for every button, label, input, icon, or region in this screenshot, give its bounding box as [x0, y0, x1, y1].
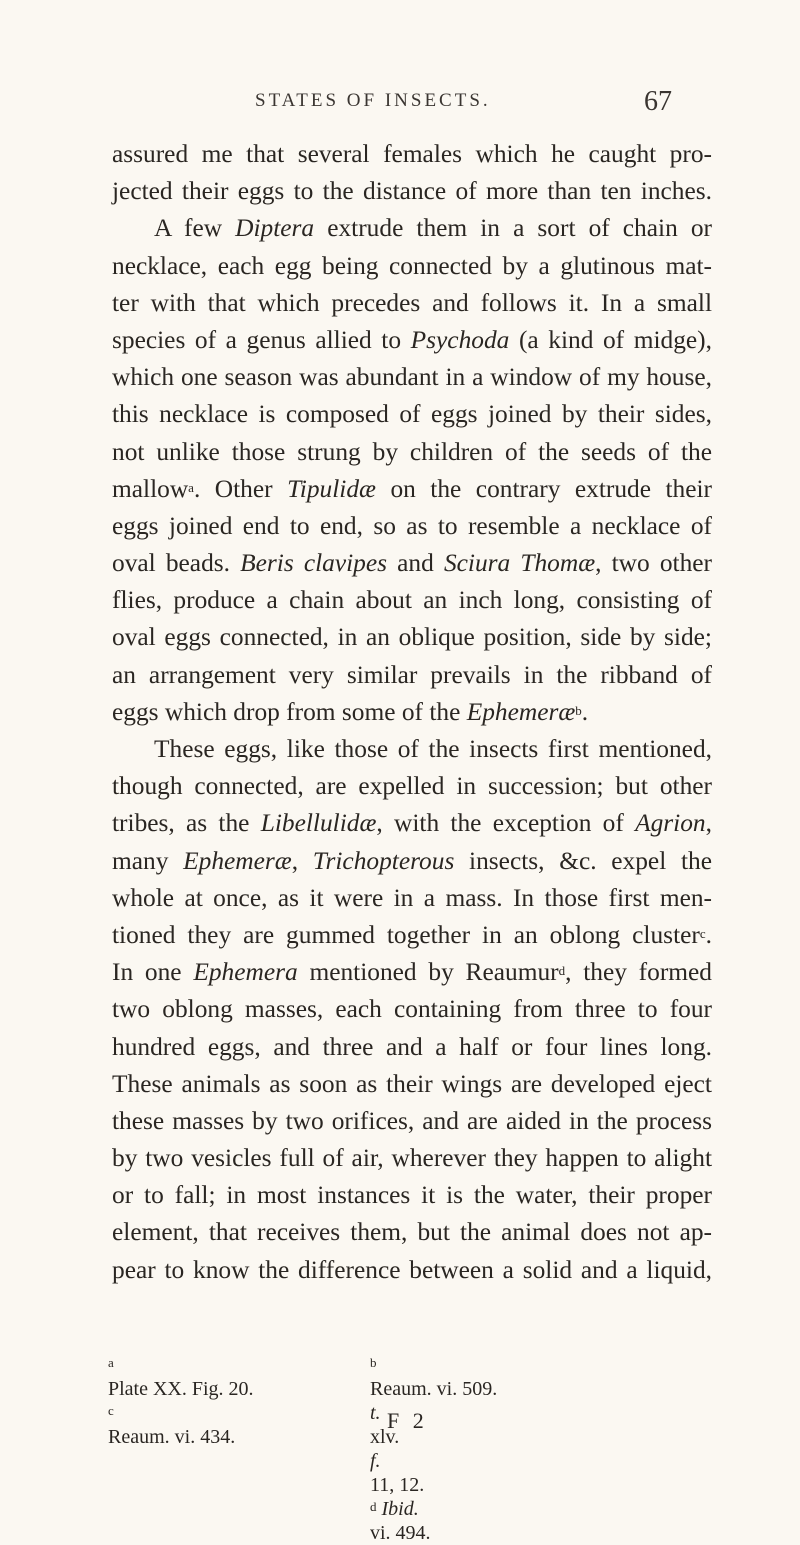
text-line: or to fall; in most instances it is the water, their proper	[112, 1181, 712, 1210]
running-title: STATES OF INSECTS.	[255, 90, 491, 111]
italic-text: Sciura Thomæ	[443, 549, 596, 578]
text-run: mallow	[112, 474, 189, 503]
text-line: whole at once, as it were in a mass. In those first men-	[112, 883, 712, 912]
text-line	[112, 917, 712, 954]
footnote-text: Plate XX. Fig. 20.	[108, 1378, 254, 1400]
text-run: and	[387, 549, 444, 578]
text-run: xlv.	[370, 1426, 400, 1448]
footnote-reference: c	[699, 925, 706, 941]
text-run: tribes, as the	[112, 809, 261, 838]
text-line: jected their eggs to the distance of more than ten inches.	[112, 177, 712, 206]
text-line: not unlike those strung by children of the seeds of the	[112, 437, 712, 466]
text-line: these masses by two orifices, and are aided in the process	[112, 1106, 712, 1135]
text-run: A few	[154, 214, 236, 243]
footnote-reference: b	[575, 702, 582, 718]
footnote-mark: d	[370, 1499, 377, 1514]
italic-text: Libellulidæ	[260, 809, 377, 838]
italic-text: Trichopterous	[312, 846, 455, 875]
text-line: pear to know the difference between a solid and a liquid,	[112, 1255, 712, 1284]
text-line: necklace, each egg being connected by a glutinous mat-	[112, 251, 712, 280]
text-run: , with the exception of	[376, 809, 636, 838]
text-line: which one season was abundant in a window of my house,	[112, 363, 712, 392]
text-line: an arrangement very similar prevails in the ribband of	[112, 660, 712, 689]
text-line: element, that receives them, but the animal does not ap-	[112, 1218, 712, 1247]
footnote-mark: c	[108, 1403, 114, 1418]
text-run: mentioned by Reaumur	[297, 958, 559, 987]
italic-text: t.	[370, 1402, 381, 1424]
footnote-mark: b	[370, 1355, 377, 1370]
page-header	[0, 88, 800, 128]
text-line: though connected, are expelled in succession; but other	[112, 772, 712, 801]
text-line: hundred eggs, and three and a half or four lines long.	[112, 1032, 712, 1061]
text-run: 11, 12.	[370, 1474, 425, 1496]
italic-text: Diptera	[235, 214, 315, 243]
text-line	[112, 805, 712, 842]
italic-text: Beris clavipes	[240, 549, 388, 578]
text-run: (a kind of midge),	[509, 325, 712, 354]
text-line	[112, 843, 712, 880]
italic-text: Ephemeræ	[466, 697, 576, 726]
text-run: .	[705, 920, 712, 949]
text-line	[112, 210, 712, 247]
text-line: eggs joined end to end, so as to resemble a necklace of	[112, 511, 712, 540]
text-line	[112, 694, 712, 731]
footnote-d	[370, 1497, 497, 1545]
signature-mark: F 2	[387, 1408, 428, 1433]
footnote-column-right	[370, 1353, 497, 1545]
page-number: 67	[644, 86, 672, 117]
text-line: These eggs, like those of the insects first mentioned,	[154, 735, 712, 763]
footnote-a	[108, 1353, 254, 1401]
text-run: vi. 494.	[370, 1522, 431, 1544]
text-run: insects, &c. expel the	[454, 846, 712, 875]
text-line	[112, 954, 712, 991]
text-line	[112, 322, 712, 359]
text-line: assured me that several females which he caught pro-	[112, 140, 712, 168]
italic-text: Psychoda	[410, 325, 510, 354]
footnote-text: Reaum. vi. 434.	[108, 1426, 236, 1448]
footnote-c	[108, 1401, 254, 1449]
footnote-reference: a	[188, 479, 194, 495]
text-run: tioned they are gummed together in an oblong cluster	[112, 920, 700, 949]
text-line	[112, 545, 712, 582]
italic-text: Ibid.	[381, 1498, 419, 1520]
text-run: eggs which drop from some of the	[112, 697, 467, 726]
text-line: by two vesicles full of air, wherever they happen to alight	[112, 1144, 712, 1173]
text-run: ,	[291, 846, 313, 875]
text-line: two oblong masses, each containing from three to four	[112, 995, 712, 1024]
text-line	[112, 471, 712, 508]
text-line: this necklace is composed of eggs joined by their sides,	[112, 400, 712, 429]
footnote-column-left	[108, 1353, 254, 1449]
italic-text: f.	[370, 1450, 381, 1472]
footnote-reference: d	[558, 963, 566, 979]
text-run: ,	[705, 809, 712, 838]
italic-text: Ephemera	[193, 958, 298, 987]
text-run: .	[581, 697, 589, 726]
text-run: extrude them in a sort of chain or	[314, 214, 712, 243]
text-line: oval eggs connected, in an oblique position, side by side;	[112, 623, 712, 652]
body-text	[112, 136, 712, 1289]
italic-text: Ephemeræ	[183, 846, 292, 875]
text-line: These animals as soon as their wings are developed eject	[112, 1069, 712, 1098]
text-run: Reaum. vi. 509.	[370, 1378, 498, 1400]
text-run: oval beads.	[112, 549, 241, 578]
text-run: , they formed	[565, 958, 713, 987]
text-run: on the contrary extrude their	[375, 474, 712, 503]
text-run: many	[112, 846, 184, 875]
italic-text: Tipulidæ	[287, 474, 376, 503]
text-run: . Other	[193, 474, 288, 503]
text-line: ter with that which precedes and follows it. In a small	[112, 288, 712, 317]
text-run: In one	[112, 958, 194, 987]
italic-text: Agrion	[635, 809, 706, 838]
footnote-mark: a	[108, 1355, 114, 1370]
text-line: flies, produce a chain about an inch long, consisting of	[112, 586, 712, 615]
text-run: species of a genus allied to	[112, 325, 411, 354]
text-run: , two other	[595, 549, 712, 578]
